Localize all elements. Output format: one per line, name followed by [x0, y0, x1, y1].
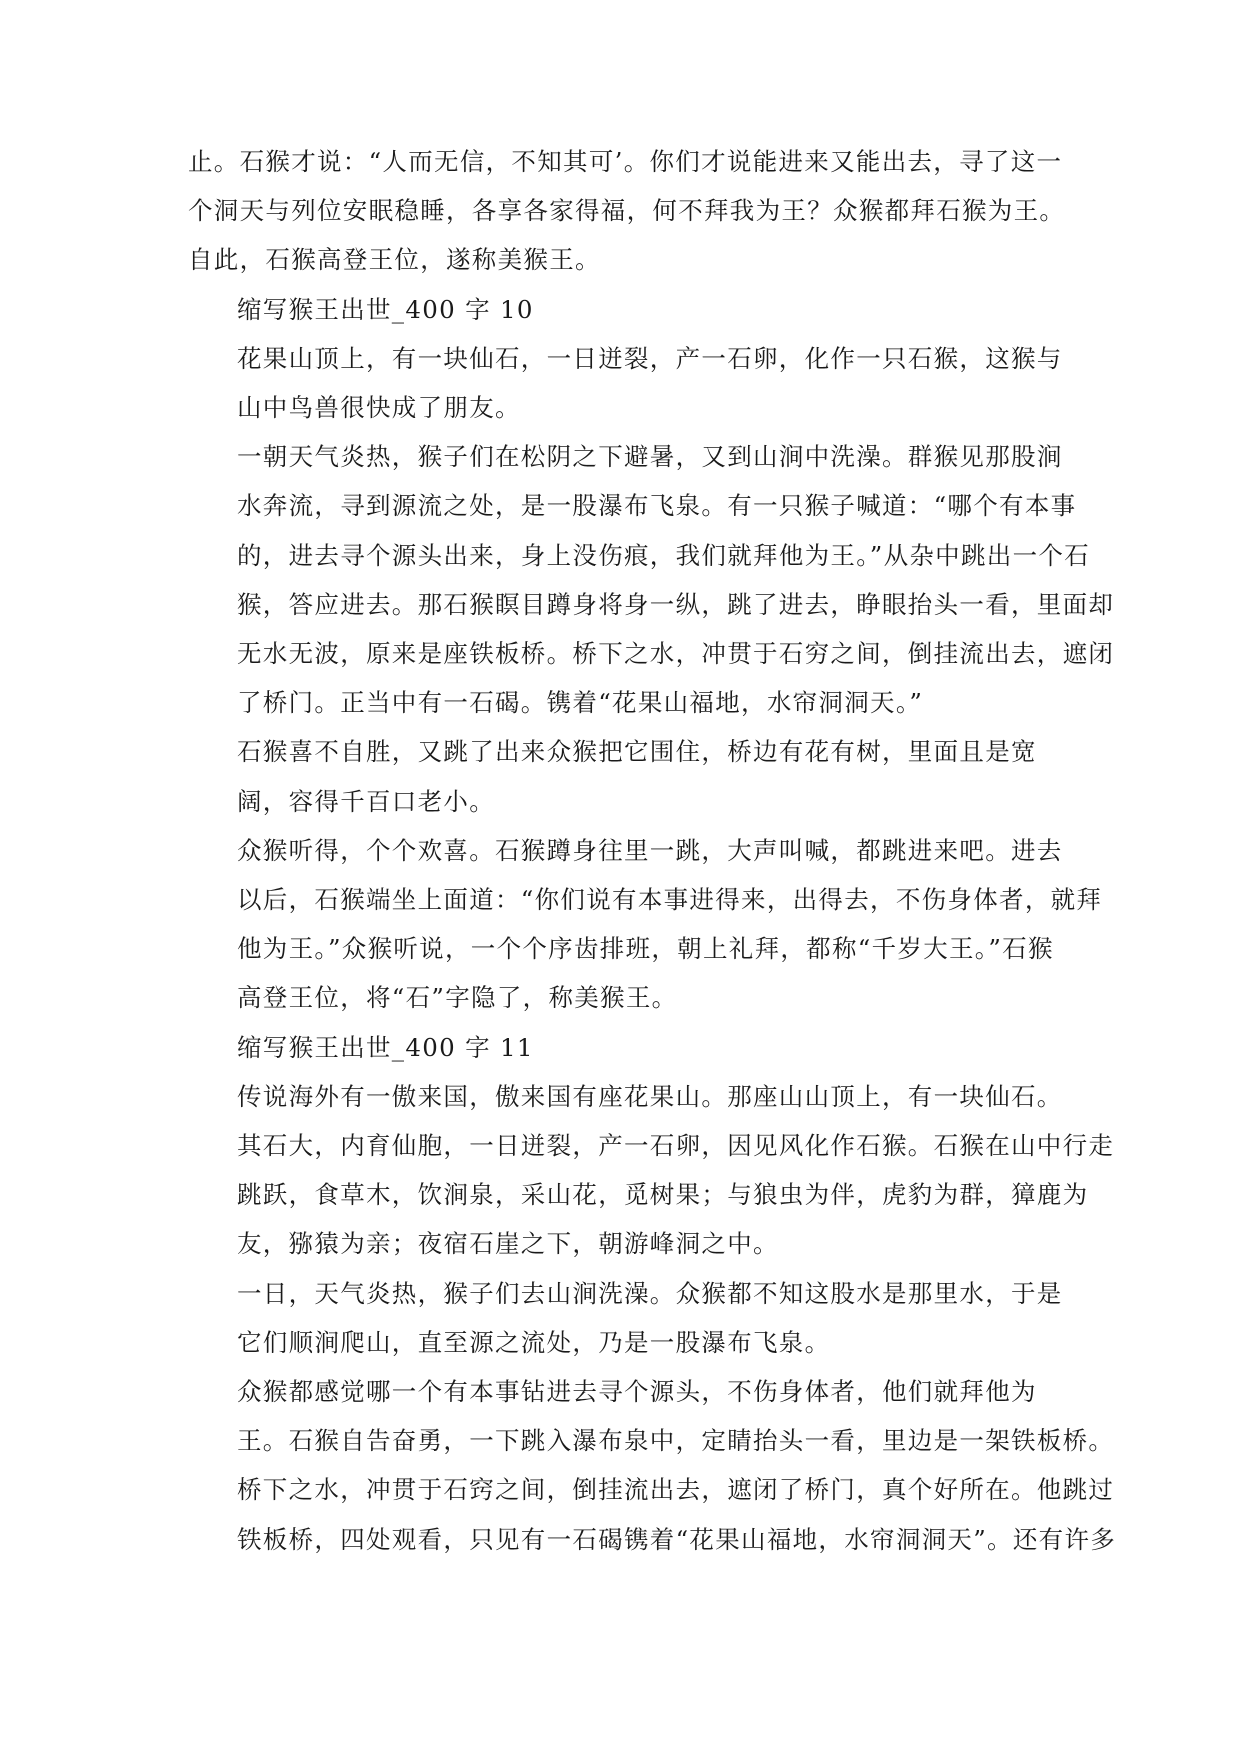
paragraph	[188, 826, 1103, 1023]
text-line: 桥下之水，冲贯于石窍之间，倒挂流出去，遮闭了桥门，真个好所在。他跳过	[237, 1475, 1115, 1505]
text-line: 友，猕猿为亲；夜宿石崖之下，朝游峰洞之中。	[237, 1229, 779, 1259]
text-line: 众猴都感觉哪一个有本事钻进去寻个源头，不伤身体者，他们就拜他为	[237, 1377, 1037, 1407]
text-line: 山中鸟兽很快成了朋友。	[237, 393, 521, 423]
section-heading: 缩写猴王出世_400 字 10	[237, 294, 534, 324]
text-line: 了桥门。正当中有一石碣。镌着“花果山福地，水帘洞洞天。”	[237, 688, 924, 718]
text-line: 一朝天气炎热，猴子们在松阴之下避暑，又到山涧中洗澡。群猴见那股涧	[237, 442, 1063, 472]
text-line: 传说海外有一傲来国，傲来国有座花果山。那座山山顶上，有一块仙石。	[237, 1081, 1063, 1111]
text-line: 铁板桥，四处观看，只见有一石碣镌着“花果山福地，水帘洞洞天”。还有许多	[237, 1524, 1117, 1554]
text-line: 无水无波，原来是座铁板桥。桥下之水，冲贯于石穷之间，倒挂流出去，遮闭	[237, 639, 1115, 669]
paragraph	[188, 1269, 1068, 1367]
text-line: 其石大，内育仙胞，一日迸裂，产一石卵，因见风化作石猴。石猴在山中行走	[237, 1131, 1115, 1161]
paragraph	[188, 334, 1068, 432]
text-line: 王。石猴自告奋勇，一下跳入瀑布泉中，定睛抬头一看，里边是一架铁板桥。	[237, 1426, 1115, 1456]
continued-paragraph	[188, 137, 1068, 285]
text-line: 跳跃，食草木，饮涧泉，采山花，觅树果；与狼虫为伴，虎豹为群，獐鹿为	[237, 1180, 1089, 1210]
text-line: 一日，天气炎热，猴子们去山涧洗澡。众猴都不知这股水是那里水，于是	[237, 1278, 1063, 1308]
text-line: 的，进去寻个源头出来，身上没伤痕，我们就拜他为王。”从杂中跳出一个石	[237, 540, 1090, 570]
section-heading: 缩写猴王出世_400 字 11	[237, 1032, 534, 1062]
text-line: 花果山顶上，有一块仙石，一日迸裂，产一石卵，化作一只石猴，这猴与	[237, 343, 1063, 373]
paragraph	[188, 432, 1115, 727]
paragraph	[188, 1367, 1117, 1564]
text-line: 石猴喜不自胜，又跳了出来众猴把它围住，桥边有花有树，里面且是宽	[237, 737, 1037, 767]
text-line: 以后，石猴端坐上面道：“你们说有本事进得来，出得去，不伤身体者，就拜	[237, 885, 1103, 915]
text-line: 止。石猴才说：“人而无信，不知其可’。你们才说能进来又能出去，寻了这一	[188, 147, 1063, 176]
paragraph	[188, 727, 1068, 825]
document-body	[188, 137, 1117, 1564]
paragraph	[188, 1072, 1115, 1269]
text-line: 水奔流，寻到源流之处，是一股瀑布飞泉。有一只猴子喊道：“哪个有本事	[237, 491, 1077, 521]
text-line: 猴，答应进去。那石猴瞑目蹲身将身一纵，跳了进去，睁眼抬头一看，里面却	[237, 589, 1115, 619]
text-line: 个洞天与列位安眠稳睡，各享各家得福，何不拜我为王？众猴都拜石猴为王。	[188, 196, 1066, 226]
text-line: 自此，石猴高登王位，遂称美猴王。	[188, 245, 601, 275]
text-line: 高登王位，将“石”字隐了，称美猴王。	[237, 983, 678, 1013]
text-line: 众猴听得，个个欢喜。石猴蹲身往里一跳，大声叫喊，都跳进来吧。进去	[237, 835, 1063, 865]
text-line: 阔，容得千百口老小。	[237, 786, 495, 816]
text-line: 他为王。”众猴听说，一个个序齿排班，朝上礼拜，都称“千岁大王。”石猴	[237, 934, 1054, 964]
text-line: 它们顺涧爬山，直至源之流处，乃是一股瀑布飞泉。	[237, 1327, 831, 1357]
